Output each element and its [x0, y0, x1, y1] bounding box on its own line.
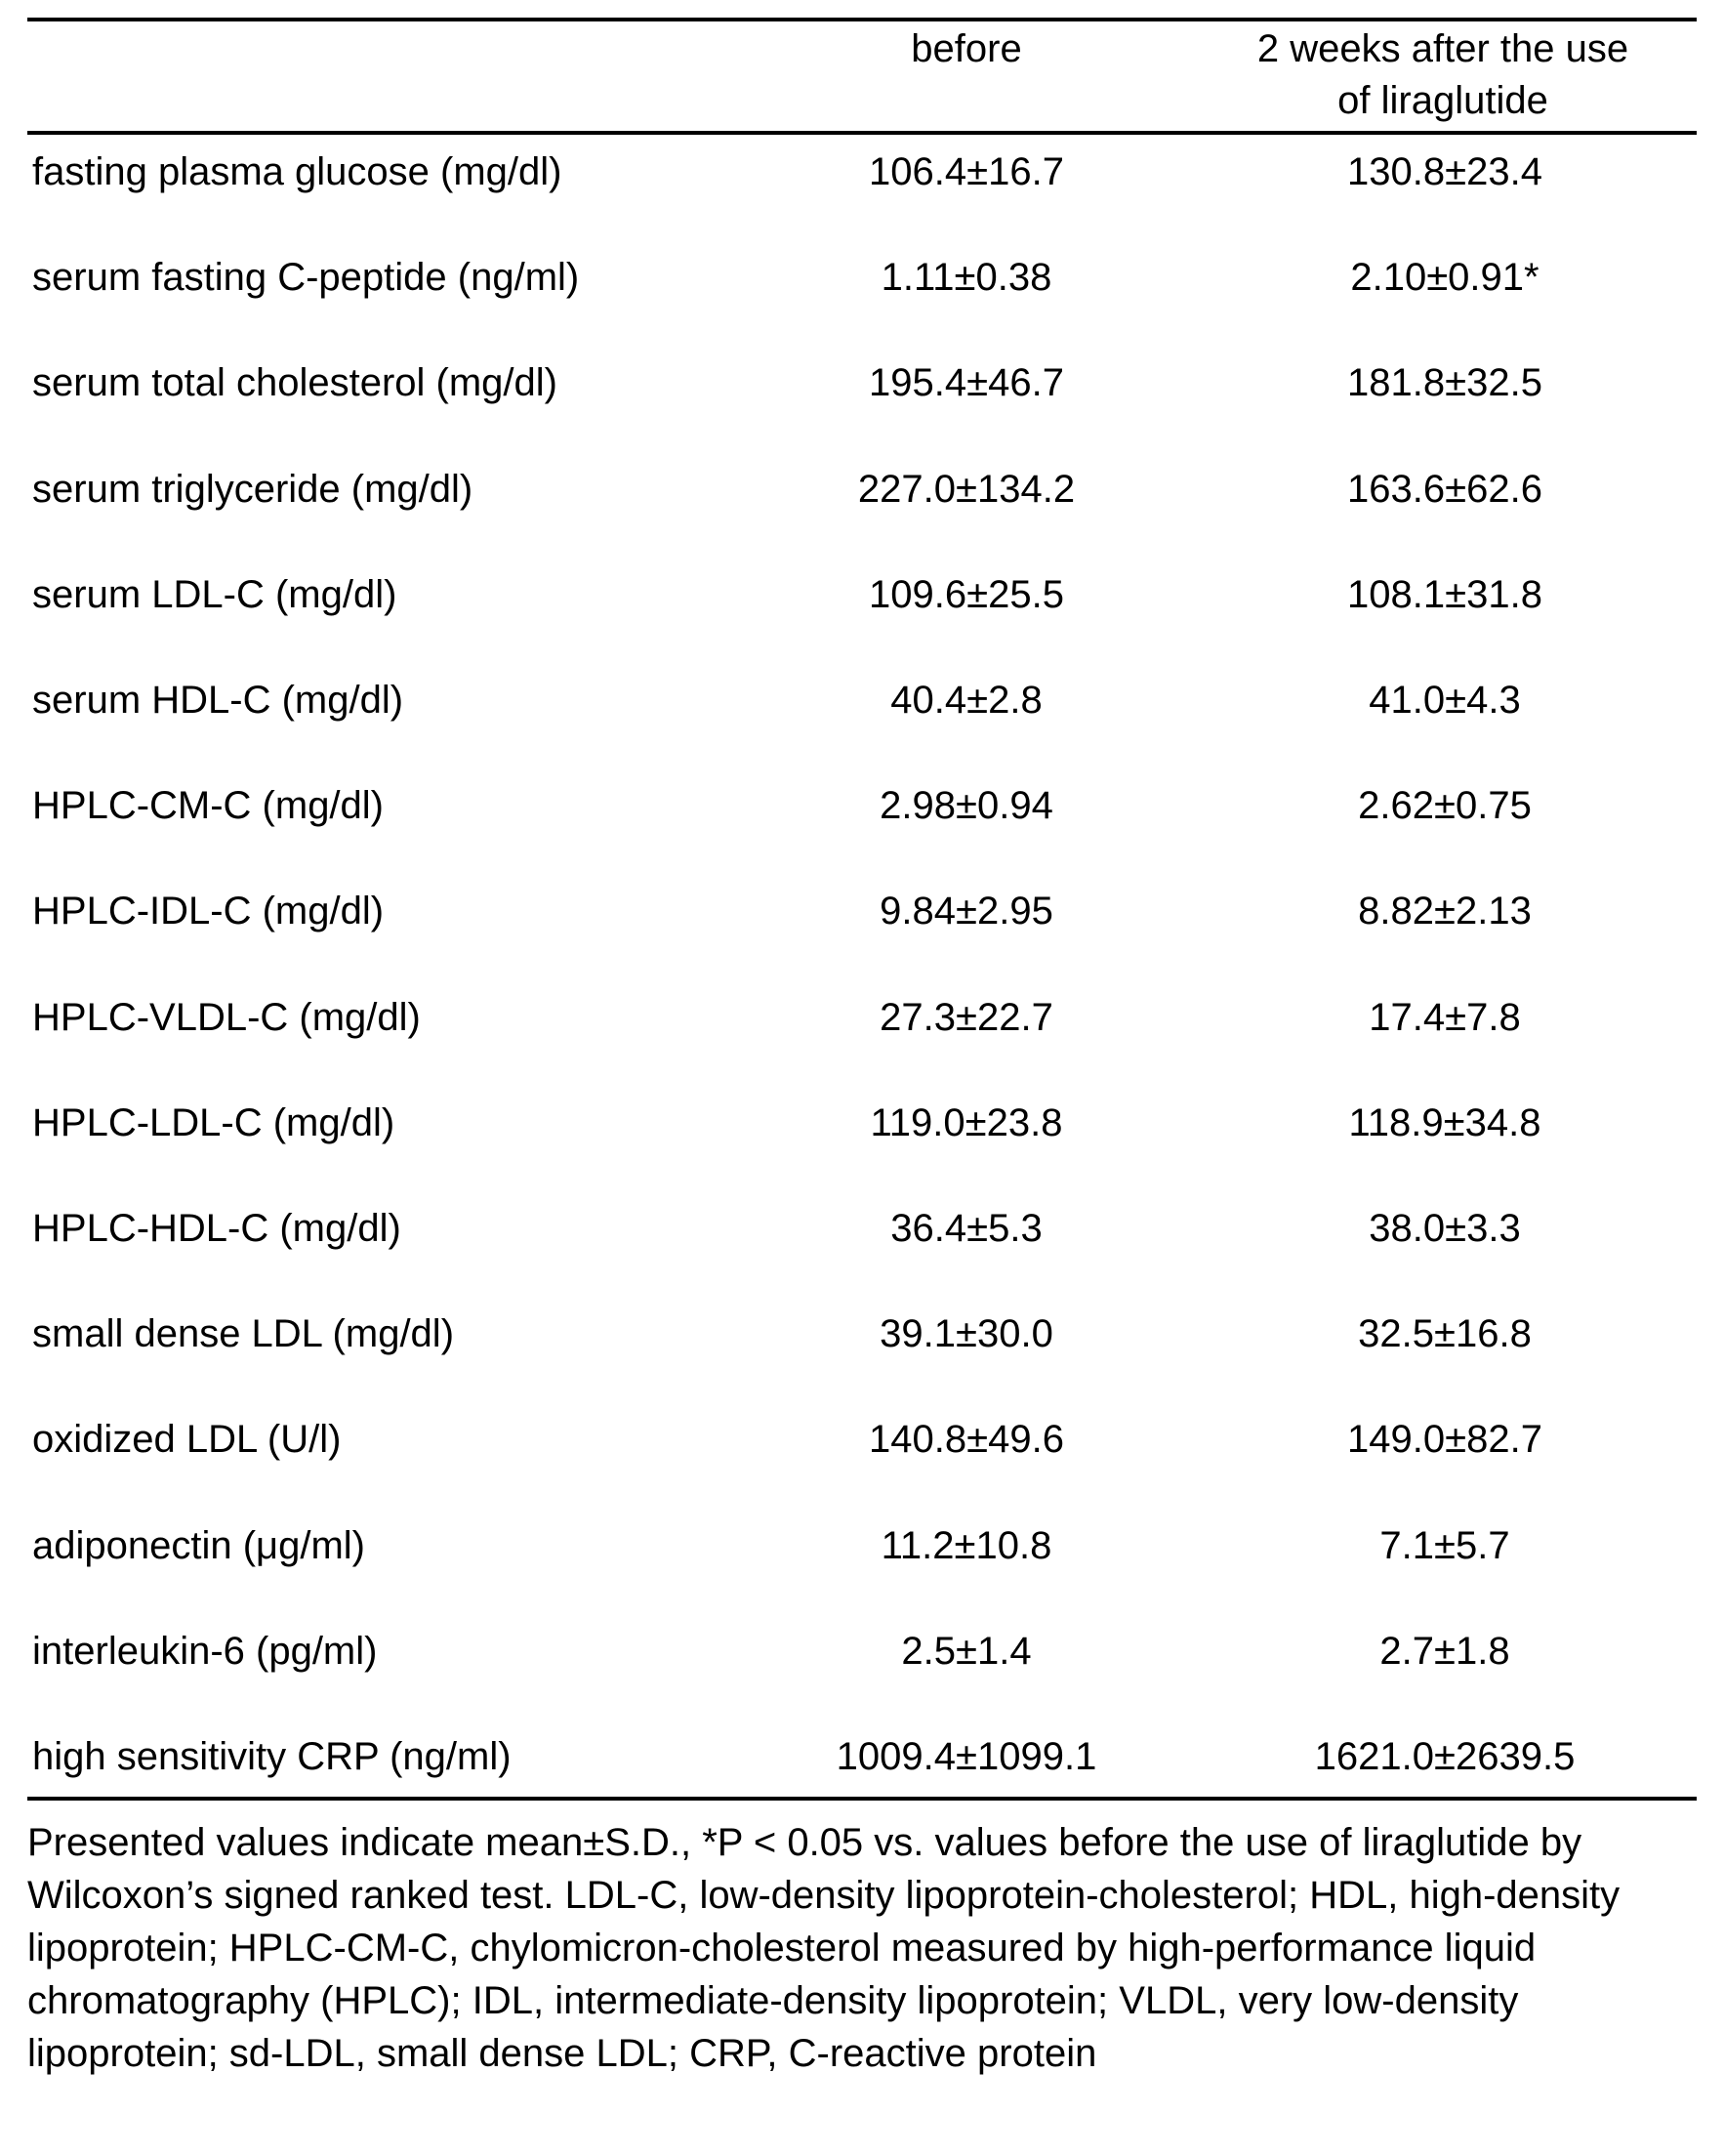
table-row [0, 1199, 1724, 1258]
row-value-before: 11.2±10.8 [881, 1523, 1052, 1567]
row-value-after: 163.6±62.6 [1347, 467, 1542, 511]
row-value-before: 40.4±2.8 [890, 679, 1043, 722]
table-bottom-rule [27, 1797, 1697, 1801]
row-value-before: 140.8±49.6 [869, 1418, 1064, 1462]
row-value-before: 9.84±2.95 [880, 890, 1053, 933]
table-row [0, 143, 1724, 201]
row-value-after: 2.7±1.8 [1379, 1629, 1510, 1673]
row-value-before: 2.98±0.94 [880, 784, 1053, 828]
row-value-after: 2.10±0.91* [1350, 256, 1539, 300]
table-footnote: Presented values indicate mean±S.D., *P < 0.05 vs. values before the use of liraglutide by Wilcoxon’s signed ranked test. LDL-C, low-density lipoprotein-cholesterol; HDL, high-density lipoprotein; HPLC-CM-C, chylomicron-cholesterol measured by high-performance liquid chromatography (HPLC); IDL, intermediate-density lipoprotein; VLDL, very low-density lipoprotein; sd-LDL, small dense LDL; CRP, C-reactive protein [27, 1821, 1621, 2075]
row-value-after: 149.0±82.7 [1347, 1418, 1542, 1462]
table-row [0, 988, 1724, 1047]
row-value-before: 119.0±23.8 [870, 1100, 1063, 1144]
table-row [0, 671, 1724, 729]
row-value-before: 195.4±46.7 [869, 361, 1064, 405]
row-parameter: serum triglyceride (mg/dl) [32, 467, 473, 511]
row-value-after: 17.4±7.8 [1369, 995, 1521, 1039]
table-row [0, 1410, 1724, 1469]
table-row [0, 460, 1724, 518]
row-value-before: 1.11±0.38 [881, 256, 1052, 300]
row-parameter: serum HDL-C (mg/dl) [32, 679, 404, 722]
row-value-before: 1009.4±1099.1 [836, 1735, 1097, 1778]
row-parameter: fasting plasma glucose (mg/dl) [32, 150, 562, 193]
row-value-before: 109.6±25.5 [869, 572, 1064, 616]
table-row [0, 1727, 1724, 1786]
table-row [0, 565, 1724, 624]
row-value-before: 39.1±30.0 [880, 1312, 1053, 1356]
row-value-before: 106.4±16.7 [869, 150, 1064, 193]
row-value-after: 130.8±23.4 [1347, 150, 1542, 193]
row-value-before: 27.3±22.7 [880, 995, 1053, 1039]
row-parameter: HPLC-HDL-C (mg/dl) [32, 1207, 401, 1250]
row-value-after: 41.0±4.3 [1369, 679, 1521, 722]
table-header-rule [27, 131, 1697, 135]
row-parameter: high sensitivity CRP (ng/ml) [32, 1735, 512, 1778]
row-parameter: serum fasting C-peptide (ng/ml) [32, 256, 580, 300]
row-parameter: interleukin-6 (pg/ml) [32, 1629, 378, 1673]
table-top-rule [27, 18, 1697, 21]
row-parameter: HPLC-VLDL-C (mg/dl) [32, 995, 421, 1039]
row-value-after: 108.1±31.8 [1347, 572, 1542, 616]
row-value-after: 1621.0±2639.5 [1314, 1735, 1576, 1778]
table-row [0, 1516, 1724, 1575]
row-value-after: 2.62±0.75 [1358, 784, 1532, 828]
table-row [0, 776, 1724, 835]
row-parameter: HPLC-CM-C (mg/dl) [32, 784, 384, 828]
table-row [0, 1305, 1724, 1363]
row-parameter: oxidized LDL (U/l) [32, 1418, 342, 1462]
row-parameter: small dense LDL (mg/dl) [32, 1312, 455, 1356]
row-value-after: 118.9±34.8 [1348, 1100, 1541, 1144]
row-parameter: HPLC-IDL-C (mg/dl) [32, 890, 385, 933]
table-row [0, 1094, 1724, 1152]
row-parameter: adiponectin (μg/ml) [32, 1523, 365, 1567]
row-value-after: 32.5±16.8 [1358, 1312, 1532, 1356]
table-row [0, 353, 1724, 412]
row-value-before: 36.4±5.3 [890, 1207, 1043, 1250]
row-value-before: 227.0±134.2 [857, 467, 1076, 511]
row-parameter: HPLC-LDL-C (mg/dl) [32, 1100, 395, 1144]
row-value-before: 2.5±1.4 [901, 1629, 1032, 1673]
row-value-after: 7.1±5.7 [1379, 1523, 1510, 1567]
table-row [0, 1622, 1724, 1680]
column-header-before: before [911, 27, 1022, 70]
row-value-after: 181.8±32.5 [1347, 361, 1542, 405]
row-value-after: 38.0±3.3 [1369, 1207, 1521, 1250]
table-row [0, 248, 1724, 307]
row-parameter: serum total cholesterol (mg/dl) [32, 361, 557, 405]
column-header-after: 2 weeks after the use of liraglutide [1256, 27, 1629, 122]
row-value-after: 8.82±2.13 [1358, 890, 1532, 933]
row-parameter: serum LDL-C (mg/dl) [32, 572, 397, 616]
table-row [0, 882, 1724, 940]
